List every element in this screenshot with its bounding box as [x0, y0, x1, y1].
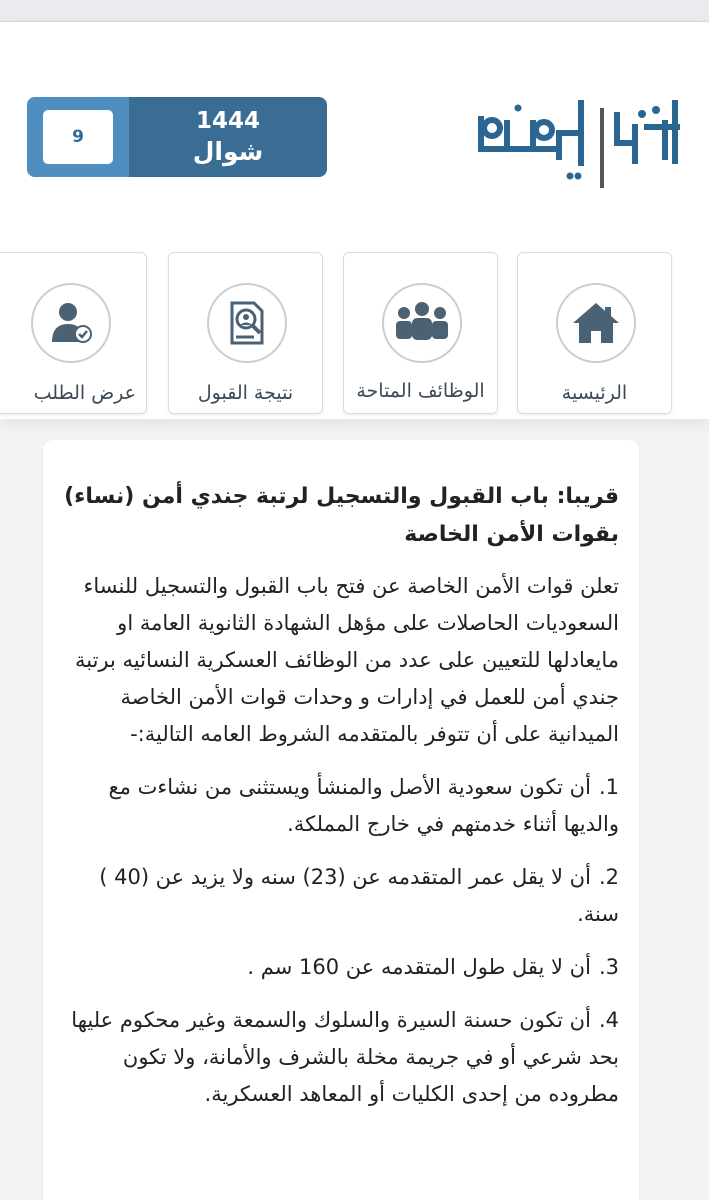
condition-item [63, 949, 619, 986]
condition-number: 3. [598, 955, 619, 979]
condition-text: أن تكون سعودية الأصل والمنشأ ويستثنى من نشاءت مع والديها أثناء خدمتهم في خارج المملكة. [108, 775, 619, 836]
condition-number: 1. [598, 775, 619, 799]
day-panel [27, 97, 129, 177]
month-year [129, 97, 327, 177]
condition-number: 2. [598, 865, 619, 889]
hijri-date-widget [27, 97, 327, 177]
home-icon [556, 283, 636, 363]
nav-tile-acceptance-result[interactable] [168, 252, 323, 414]
announcement-title: قريبا: باب القبول والتسجيل لرتبة جندي أمن (نساء) بقوات الأمن الخاصة [64, 484, 619, 547]
browser-top-strip [0, 0, 709, 22]
nav-tile-view-application[interactable] [0, 252, 147, 414]
year-label: 1444 [196, 108, 261, 134]
nav-label-view-application: عرض الطلب [33, 382, 136, 404]
condition-text: أن لا يقل طول المتقدمه عن 160 سم . [247, 955, 591, 979]
nav-tile-home[interactable] [517, 252, 672, 414]
team-icon [382, 283, 462, 363]
nav-label-home: الرئيسية [561, 382, 628, 404]
condition-number: 4. [598, 1008, 619, 1032]
announcement-card [43, 440, 639, 1200]
site-header [0, 22, 709, 419]
condition-item [63, 1002, 619, 1113]
quick-nav [0, 252, 709, 417]
nav-label-jobs: الوظائف المتاحة [356, 380, 485, 402]
absher-tawzif-logo[interactable] [474, 90, 686, 194]
condition-item [63, 769, 619, 843]
month-label: شوال [192, 137, 264, 166]
logo-graphic [474, 90, 686, 194]
search-document-icon [207, 283, 287, 363]
conditions-list [63, 769, 619, 1113]
condition-text: أن لا يقل عمر المتقدمه عن (23) سنه ولا يزيد عن (40 ) سنة. [99, 865, 619, 926]
nav-tile-jobs[interactable] [343, 252, 498, 414]
condition-text: أن تكون حسنة السيرة والسلوك والسمعة وغير محكوم عليها بحد شرعي أو في جريمة مخلة بالشرف والأمانة، ولا تكون مطروده من إحدى الكليات أو المعاهد العسكرية. [71, 1008, 619, 1106]
nav-label-acceptance-result: نتيجة القبول [197, 382, 294, 404]
condition-item [63, 859, 619, 933]
user-check-icon [31, 283, 111, 363]
announcement-intro: تعلن قوات الأمن الخاصة عن فتح باب القبول والتسجيل للنساء السعوديات الحاصلات على مؤهل الشهادة الثانوية العامة او مايعادلها للتعيين على عدد من الوظائف العسكرية النسائيه برتبة جندي أمن للعمل في إدارات و وحدات قوات الأمن الخاصة الميدانية على أن تتوفر بالمتقدمه الشروط العامه التالية:- [74, 574, 619, 746]
day-number: 9 [43, 110, 113, 164]
